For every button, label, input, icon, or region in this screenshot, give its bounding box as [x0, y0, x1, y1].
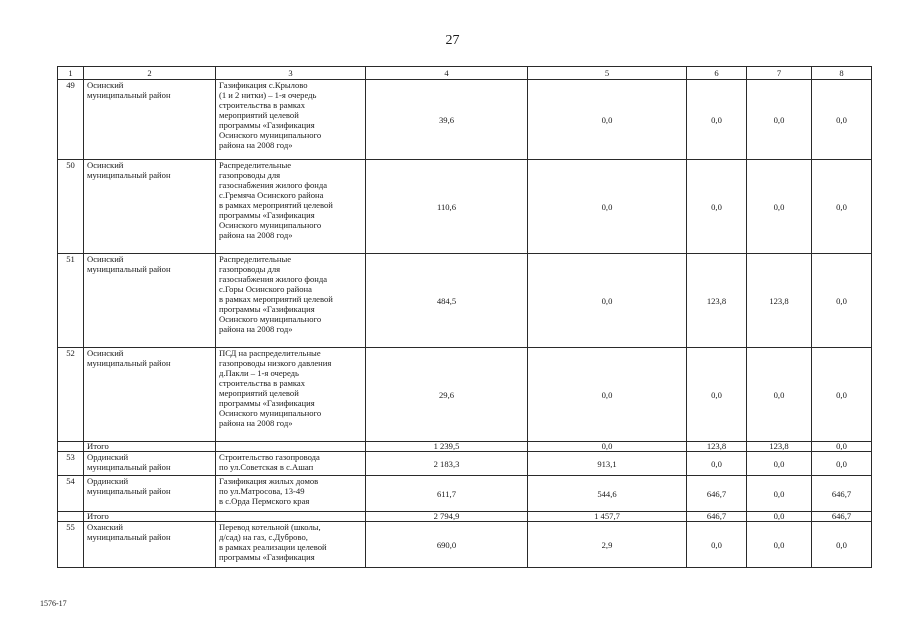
value-cell-col4: 39,6 [366, 80, 528, 160]
table-row [58, 254, 872, 348]
table-row [58, 452, 872, 476]
value-cell-col6: 0,0 [687, 452, 747, 476]
column-number-row [58, 67, 872, 80]
value-cell-col7: 0,0 [747, 452, 812, 476]
value-cell-col5: 913,1 [528, 452, 687, 476]
value-cell-col4: 2 794,9 [366, 512, 528, 522]
value-cell-col7: 123,8 [747, 254, 812, 348]
value-cell-col4: 1 239,5 [366, 442, 528, 452]
row-number-cell [58, 442, 84, 452]
table-row [58, 348, 872, 442]
value-cell-col8: 0,0 [812, 348, 872, 442]
district-cell: Итого [84, 442, 216, 452]
header-cell: 7 [747, 67, 812, 80]
district-cell: Итого [84, 512, 216, 522]
header-cell: 4 [366, 67, 528, 80]
table-row [58, 80, 872, 160]
table-row [58, 476, 872, 512]
header-cell: 8 [812, 67, 872, 80]
value-cell-col6: 0,0 [687, 80, 747, 160]
district-cell: Осинский муниципальный район [84, 348, 216, 442]
header-cell: 1 [58, 67, 84, 80]
value-cell-col6: 646,7 [687, 512, 747, 522]
value-cell-col7: 0,0 [747, 160, 812, 254]
value-cell-col5: 0,0 [528, 254, 687, 348]
header-cell: 6 [687, 67, 747, 80]
value-cell-col8: 646,7 [812, 476, 872, 512]
value-cell-col6: 0,0 [687, 522, 747, 568]
object-cell: ПСД на распределительные газопроводы низкого давления д.Пакли – 1-я очередь строительства в рамках мероприятий целевой программы «Газификация Осинского муниципального района на 2008 год» [216, 348, 366, 442]
value-cell-col4: 484,5 [366, 254, 528, 348]
row-number-cell: 52 [58, 348, 84, 442]
value-cell-col8: 0,0 [812, 80, 872, 160]
value-cell-col5: 544,6 [528, 476, 687, 512]
district-cell: Оханский муниципальный район [84, 522, 216, 568]
object-cell: Распределительные газопроводы для газоснабжения жилого фонда с.Горы Осинского района в рамках мероприятий целевой программы «Газификация Осинского муниципального района на 2008 год» [216, 254, 366, 348]
row-number-cell: 53 [58, 452, 84, 476]
row-number-cell [58, 512, 84, 522]
value-cell-col7: 123,8 [747, 442, 812, 452]
value-cell-col4: 110,6 [366, 160, 528, 254]
value-cell-col6: 0,0 [687, 348, 747, 442]
row-number-cell: 54 [58, 476, 84, 512]
value-cell-col8: 0,0 [812, 442, 872, 452]
table-row [58, 522, 872, 568]
object-cell [216, 512, 366, 522]
object-cell: Газификация жилых домов по ул.Матросова, 13-49 в с.Орда Пермского края [216, 476, 366, 512]
district-cell: Осинский муниципальный район [84, 254, 216, 348]
value-cell-col8: 0,0 [812, 452, 872, 476]
value-cell-col8: 646,7 [812, 512, 872, 522]
financing-table [57, 66, 872, 568]
value-cell-col7: 0,0 [747, 522, 812, 568]
total-row [58, 512, 872, 522]
value-cell-col6: 123,8 [687, 442, 747, 452]
header-cell: 2 [84, 67, 216, 80]
row-number-cell: 49 [58, 80, 84, 160]
value-cell-col8: 0,0 [812, 254, 872, 348]
value-cell-col5: 0,0 [528, 160, 687, 254]
district-cell: Осинский муниципальный район [84, 160, 216, 254]
page-number: 27 [445, 33, 460, 48]
document-code: 1576-17 [40, 599, 67, 608]
value-cell-col8: 0,0 [812, 160, 872, 254]
value-cell-col4: 611,7 [366, 476, 528, 512]
total-row [58, 442, 872, 452]
row-number-cell: 55 [58, 522, 84, 568]
value-cell-col6: 0,0 [687, 160, 747, 254]
value-cell-col7: 0,0 [747, 348, 812, 442]
object-cell: Распределительные газопроводы для газоснабжения жилого фонда с.Гремяча Осинского района в рамках мероприятий целевой программы «Газификация Осинского муниципального района на 2008 год» [216, 160, 366, 254]
value-cell-col5: 2,9 [528, 522, 687, 568]
value-cell-col6: 123,8 [687, 254, 747, 348]
object-cell: Строительство газопровода по ул.Советская в с.Ашап [216, 452, 366, 476]
value-cell-col5: 0,0 [528, 442, 687, 452]
value-cell-col7: 0,0 [747, 476, 812, 512]
value-cell-col7: 0,0 [747, 512, 812, 522]
row-number-cell: 50 [58, 160, 84, 254]
value-cell-col5: 1 457,7 [528, 512, 687, 522]
value-cell-col4: 2 183,3 [366, 452, 528, 476]
value-cell-col8: 0,0 [812, 522, 872, 568]
district-cell: Ординский муниципальный район [84, 476, 216, 512]
object-cell: Перевод котельной (школы, д/сад) на газ, с.Дуброво, в рамках реализации целевой программы «Газификация [216, 522, 366, 568]
value-cell-col4: 29,6 [366, 348, 528, 442]
table-body [58, 67, 872, 568]
header-cell: 5 [528, 67, 687, 80]
value-cell-col5: 0,0 [528, 348, 687, 442]
district-cell: Осинский муниципальный район [84, 80, 216, 160]
value-cell-col6: 646,7 [687, 476, 747, 512]
table-row [58, 160, 872, 254]
value-cell-col4: 690,0 [366, 522, 528, 568]
value-cell-col5: 0,0 [528, 80, 687, 160]
object-cell: Газификация с.Крылово (1 и 2 нитки) – 1-я очередь строительства в рамках мероприятий целевой программы «Газификация Осинского муниципального района на 2008 год» [216, 80, 366, 160]
header-cell: 3 [216, 67, 366, 80]
value-cell-col7: 0,0 [747, 80, 812, 160]
district-cell: Ординский муниципальный район [84, 452, 216, 476]
row-number-cell: 51 [58, 254, 84, 348]
object-cell [216, 442, 366, 452]
